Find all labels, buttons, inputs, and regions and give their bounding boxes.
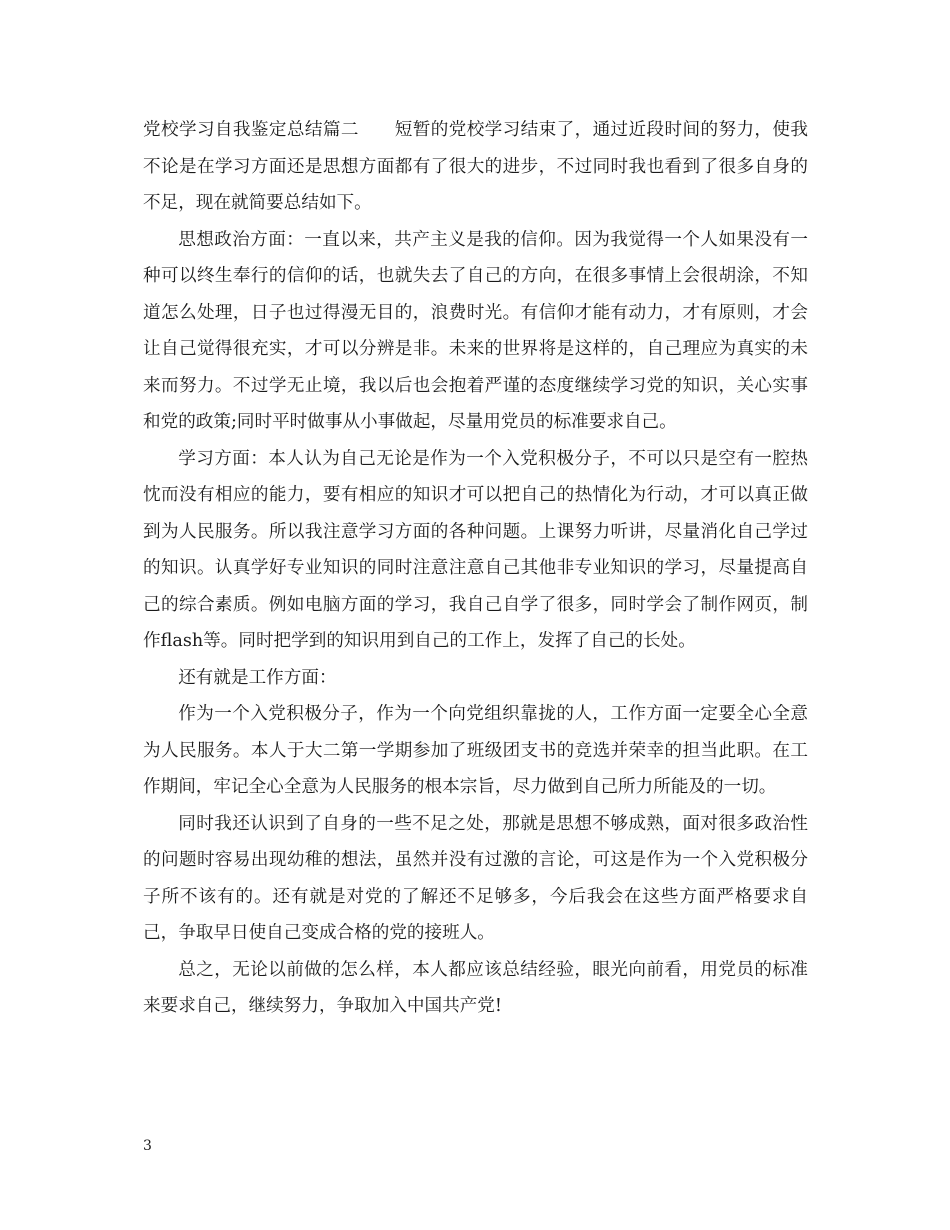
shortcomings-paragraph: 同时我还认识到了自身的一些不足之处，那就是思想不够成熟，面对很多政治性的问题时容易出现幼稚的想法，虽然并没有过激的言论，可这是作为一个入党积极分子所不该有的。还有就是对党的了解还不足够多，今后我会在这些方面严格要求自己，争取早日使自己变成合格的党的接班人。 <box>143 813 808 943</box>
opening-paragraph: 党校学习自我鉴定总结篇二 短暂的党校学习结束了，通过近段时间的努力，使我不论是在学习方面还是思想方面都有了很大的进步，不过同时我也看到了很多自身的不足，现在就简要总结如下。 <box>143 120 808 213</box>
political-thought-paragraph: 思想政治方面：一直以来，共产主义是我的信仰。因为我觉得一个人如果没有一种可以终生奉行的信仰的话，也就失去了自己的方向，在很多事情上会很胡涂，不知道怎么处理，日子也过得漫无目的，浪费时光。有信仰才能有动力，才有原则，才会让自己觉得很充实，才可以分辨是非。未来的世界将是这样的，自己理应为真实的未来而努力。不过学无止境，我以后也会抱着严谨的态度继续学习党的知识，关心实事和党的政策;同时平时做事从小事做起，尽量用党员的标准要求自己。 <box>143 229 808 432</box>
study-paragraph: 学习方面：本人认为自己无论是作为一个入党积极分子，不可以只是空有一腔热忱而没有相应的能力，要有相应的知识才可以把自己的热情化为行动，才可以真正做到为人民服务。所以我注意学习方面的各种问题。上课努力听讲，尽量消化自己学过的知识。认真学好专业知识的同时注意注意自己其他非专业知识的学习，尽量提高自己的综合素质。例如电脑方面的学习，我自己自学了很多，同时学会了制作网页，制作flash等。同时把学到的知识用到自己的工作上，发挥了自己的长处。 <box>143 448 808 651</box>
page-number: 3 <box>143 1138 152 1154</box>
conclusion-paragraph: 总之，无论以前做的怎么样，本人都应该总结经验，眼光向前看，用党员的标准来要求自己，继续努力，争取加入中国共产党! <box>143 959 808 1016</box>
work-paragraph: 作为一个入党积极分子，作为一个向党组织靠拢的人，工作方面一定要全心全意为人民服务。本人于大二第一学期参加了班级团支书的竞选并荣幸的担当此职。在工作期间，牢记全心全意为人民服务的根本宗旨，尽力做到自己所力所能及的一切。 <box>143 704 808 797</box>
document-body <box>143 112 808 1025</box>
work-heading-paragraph: 还有就是工作方面： <box>178 667 337 688</box>
